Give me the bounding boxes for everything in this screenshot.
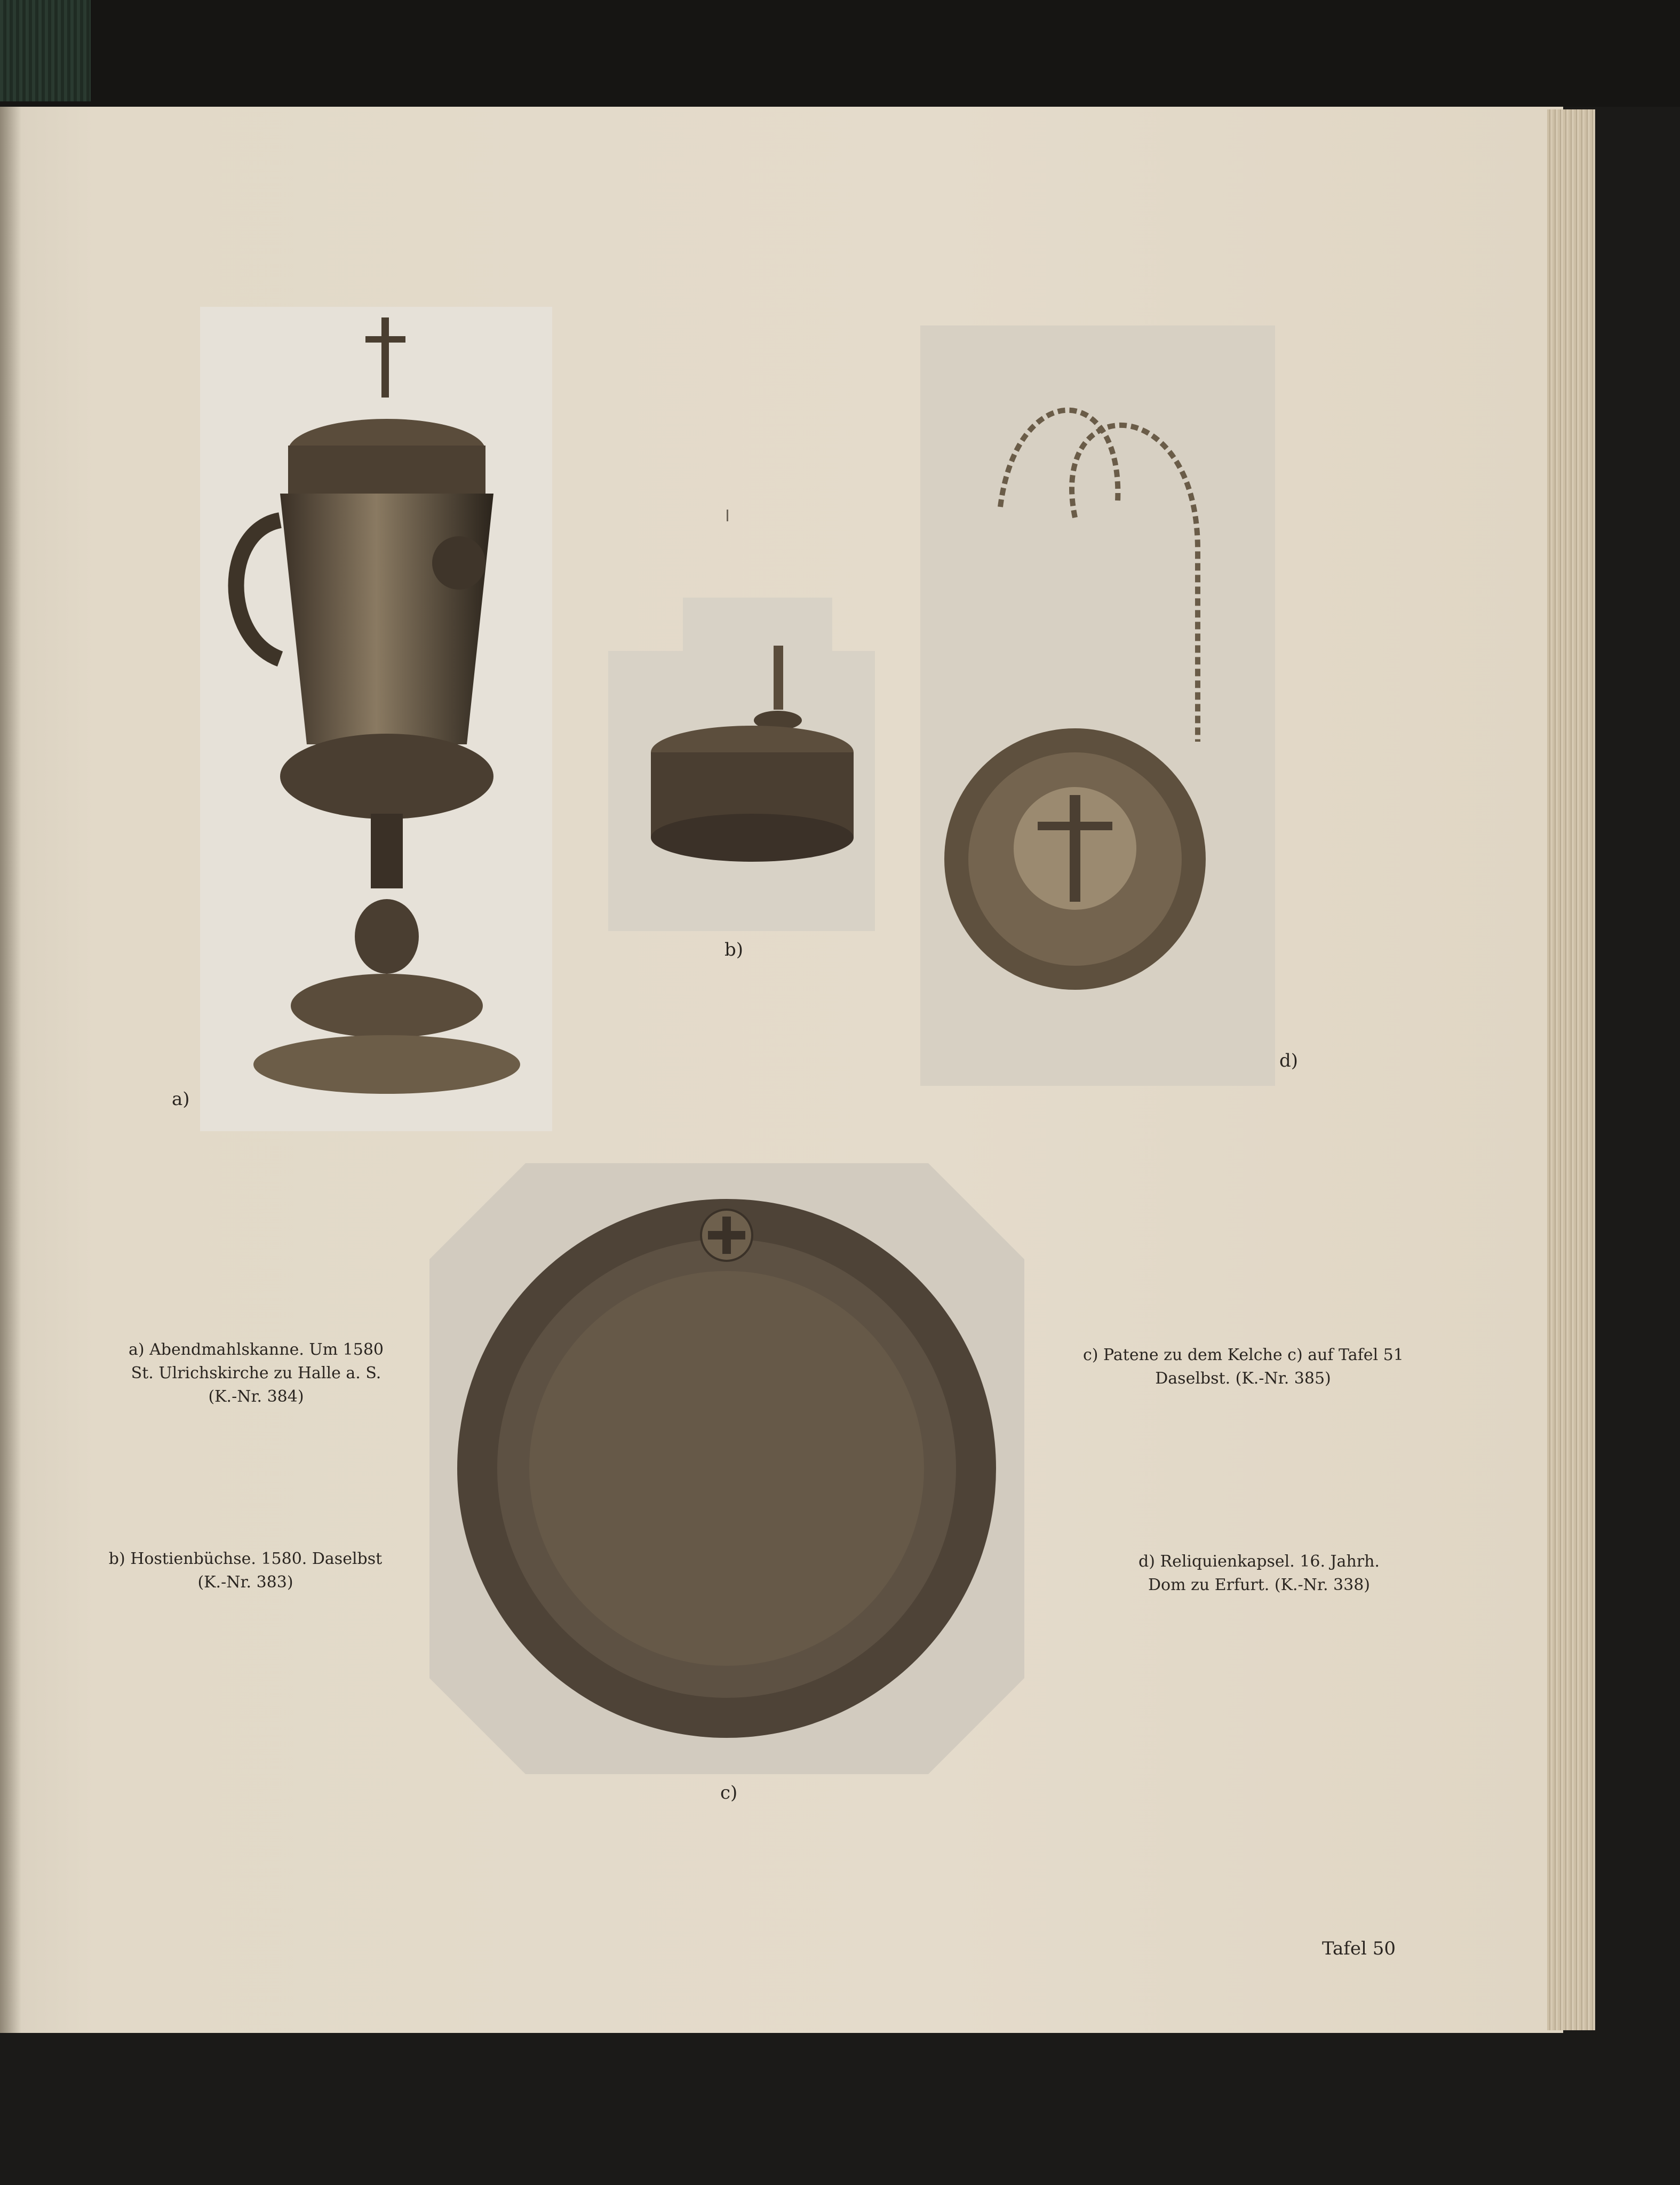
caption-b [96, 1547, 395, 1594]
caption-a [107, 1338, 405, 1409]
caption-c [1083, 1344, 1403, 1391]
caption-c-line1: c) Patene zu dem Kelche c) auf Tafel 51 [1083, 1346, 1404, 1364]
scan-background [0, 0, 1680, 107]
caption-c-line2: Daselbst. (K.-Nr. 385) [1155, 1369, 1331, 1388]
label-a: a) [172, 1088, 190, 1110]
caption-d [1110, 1550, 1408, 1597]
paten-image [429, 1163, 1024, 1774]
caption-a-line3: (K.-Nr. 384) [208, 1387, 304, 1406]
plate-number: Tafel 50 [1322, 1938, 1396, 1959]
photo-c-paten [429, 1163, 1024, 1774]
registration-tick [727, 510, 728, 521]
label-d: d) [1279, 1050, 1299, 1071]
page-edges [1547, 109, 1595, 2030]
label-b: b) [724, 939, 744, 960]
caption-d-line2: Dom zu Erfurt. (K.-Nr. 338) [1148, 1576, 1370, 1594]
host-box-image [608, 598, 875, 931]
gutter-shadow [0, 107, 21, 2033]
book-cloth-corner [0, 0, 91, 101]
caption-b-line2: (K.-Nr. 383) [197, 1573, 293, 1592]
photo-b-host-box [608, 598, 875, 931]
caption-a-line1: a) Abendmahlskanne. Um 1580 [128, 1340, 384, 1359]
reliquary-image [920, 325, 1275, 1086]
caption-d-line1: d) Reliquienkapsel. 16. Jahrh. [1138, 1552, 1380, 1571]
communion-jug-image [200, 307, 552, 1131]
label-c: c) [720, 1782, 738, 1803]
caption-a-line2: St. Ulrichskirche zu Halle a. S. [131, 1364, 381, 1382]
caption-b-line1: b) Hostienbüchse. 1580. Daselbst [108, 1550, 383, 1568]
photo-d-reliquary [920, 325, 1275, 1086]
photo-a-communion-jug [200, 307, 552, 1131]
